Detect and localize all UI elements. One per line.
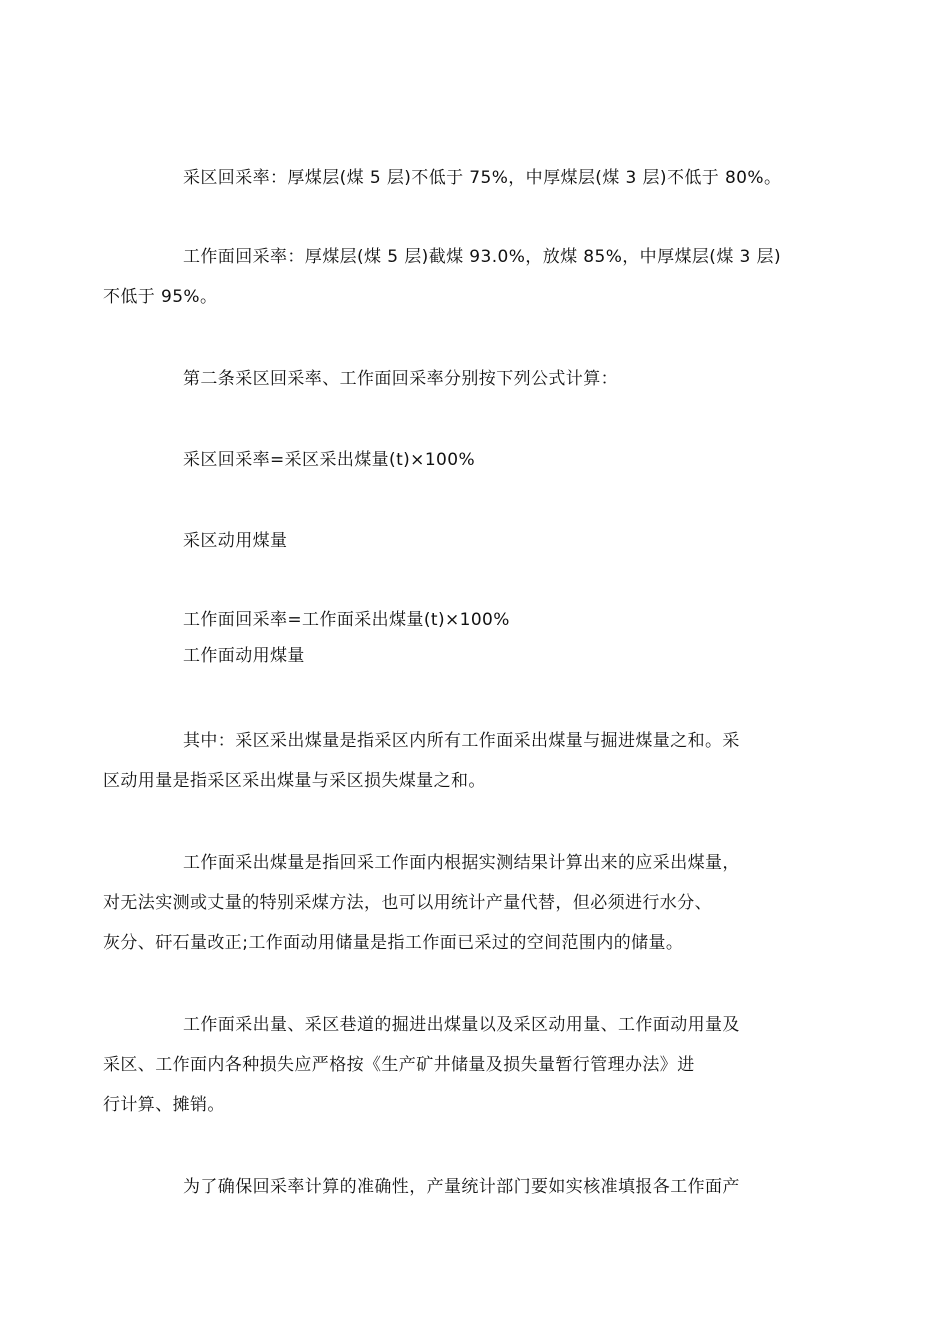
- text-line: 为了确保回采率计算的准确性，产量统计部门要如实核准填报各工作面产: [183, 1177, 740, 1197]
- text-line: 采区回采率：厚煤层(煤 5 层)不低于 75%，中厚煤层(煤 3 层)不低于 80%。: [183, 168, 782, 188]
- text-line: 灰分、矸石量改正;工作面动用储量是指工作面已采过的空间范围内的储量。: [103, 933, 684, 953]
- text-line: 区动用量是指采区采出煤量与采区损失煤量之和。: [103, 771, 486, 791]
- paragraph-calculation-rules: [103, 1005, 811, 1125]
- formula-district-denominator: [143, 521, 811, 561]
- paragraph-definitions: [103, 721, 811, 801]
- text-line: 工作面动用煤量: [183, 646, 305, 666]
- text-line: 不低于 95%。: [103, 287, 218, 307]
- text-line: 采区、工作面内各种损失应严格按《生产矿井储量及损失量暂行管理办法》进: [103, 1055, 695, 1075]
- text-line: 第二条采区回采率、工作面回采率分别按下列公式计算：: [183, 369, 618, 389]
- text-line: 对无法实测或丈量的特别采煤方法，也可以用统计产量代替，但必须进行水分、: [103, 893, 712, 913]
- text-line: 工作面回采率：厚煤层(煤 5 层)截煤 93.0%，放煤 85%，中厚煤层(煤 3 层): [183, 247, 781, 267]
- text-line: 工作面采出量、采区巷道的掘进出煤量以及采区动用量、工作面动用量及: [183, 1015, 740, 1035]
- text-line: 工作面采出煤量是指回采工作面内根据实测结果计算出来的应采出煤量，: [183, 853, 740, 873]
- text-line: 行计算、摊销。: [103, 1095, 225, 1115]
- paragraph-article-two: [143, 359, 811, 399]
- text-line: 采区回采率=采区采出煤量(t)×100%: [183, 450, 476, 470]
- formula-face: [143, 600, 811, 676]
- formula-district-numerator: [143, 440, 811, 480]
- text-line: 其中：采区采出煤量是指采区内所有工作面采出煤量与掘进煤量之和。采: [183, 731, 740, 751]
- paragraph-district-recovery-rate: [143, 158, 811, 198]
- text-line: 采区动用煤量: [183, 531, 288, 551]
- paragraph-accuracy: [143, 1167, 811, 1207]
- paragraph-face-output: [103, 843, 811, 963]
- text-line: 工作面回采率=工作面采出煤量(t)×100%: [183, 610, 510, 630]
- paragraph-face-recovery-rate: [103, 237, 811, 317]
